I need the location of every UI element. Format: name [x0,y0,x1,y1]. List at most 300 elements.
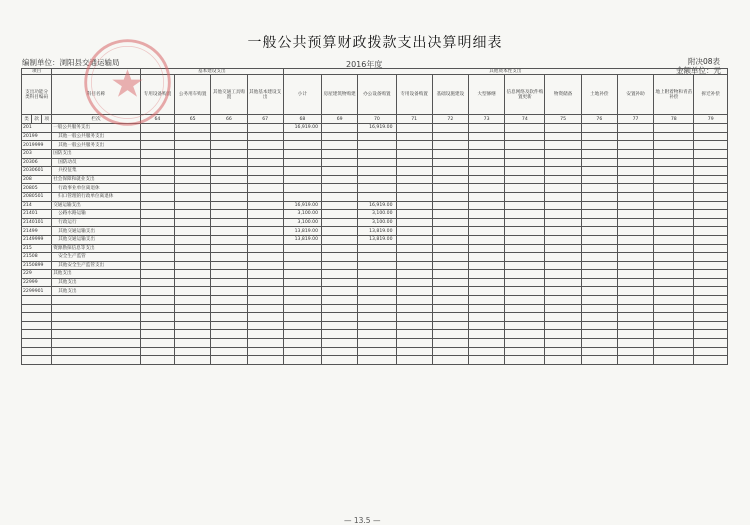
row-value [654,339,694,348]
row-value [358,347,396,356]
row-value [140,175,174,184]
header-number-row [22,115,728,124]
row-value [175,347,211,356]
row-value [654,270,694,279]
row-name: 其他安全生产监管支出 [52,261,141,270]
header-col-11: 信息网络及软件购置更新 [505,75,545,115]
row-value [211,296,247,305]
row-value [617,261,653,270]
row-value: 13,819.00 [283,227,321,236]
header-col-number: 65 [175,115,211,124]
row-value [322,210,358,219]
row-value [283,278,321,287]
row-value [175,149,211,158]
row-value [468,158,504,167]
row-value [140,124,174,133]
row-value [545,149,581,158]
row-value [654,330,694,339]
row-value [247,192,283,201]
row-value [617,339,653,348]
row-value [654,124,694,133]
row-value [545,296,581,305]
row-value [396,287,432,296]
row-value [283,184,321,193]
header-col-5: 小计 [283,75,321,115]
row-value [694,210,728,219]
row-value [617,270,653,279]
row-value [654,167,694,176]
row-value [358,244,396,253]
row-value [432,253,468,262]
header-col-number: 68 [283,115,321,124]
row-value [211,218,247,227]
row-value [140,167,174,176]
row-value [322,235,358,244]
row-value [211,278,247,287]
empty-row [22,313,728,322]
row-value [654,227,694,236]
row-value [283,330,321,339]
row-value [140,313,174,322]
expenditure-table [21,68,728,365]
row-value [322,201,358,210]
row-value [694,321,728,330]
row-value [505,158,545,167]
table-row [22,192,728,201]
row-value [468,167,504,176]
table-row [22,270,728,279]
row-value [505,253,545,262]
header-col-number: 70 [358,115,396,124]
row-value [358,278,396,287]
row-value [175,218,211,227]
row-value [505,192,545,201]
row-name: 其他支出 [52,270,141,279]
table-row [22,158,728,167]
row-value [175,192,211,201]
row-value [654,321,694,330]
row-value [581,210,617,219]
row-value [505,175,545,184]
row-value [247,158,283,167]
row-value [468,339,504,348]
row-value [322,321,358,330]
row-value [396,244,432,253]
row-value: 3,100.00 [358,218,396,227]
row-value [140,347,174,356]
row-value: 16,919.00 [358,124,396,133]
row-value [654,253,694,262]
row-value [545,304,581,313]
row-value [581,287,617,296]
row-value [432,218,468,227]
table-row [22,244,728,253]
row-value [140,141,174,150]
row-code [22,339,52,348]
row-value [545,167,581,176]
row-value [247,124,283,133]
row-value [52,347,141,356]
row-value [211,313,247,322]
header-col-number: 栏次 [52,115,141,124]
row-value [322,339,358,348]
row-value [52,296,141,305]
row-value [617,184,653,193]
row-value [432,210,468,219]
row-value [617,227,653,236]
header-col-number: 77 [617,115,653,124]
row-value [654,149,694,158]
row-value [283,192,321,201]
row-name: 其他支出 [52,278,141,287]
row-value [581,141,617,150]
row-value [247,175,283,184]
row-name: 社会保障和就业支出 [52,175,141,184]
header-code-col-2: 项 [42,115,52,124]
row-value [505,167,545,176]
row-value [432,339,468,348]
row-value [545,132,581,141]
row-value [617,167,653,176]
row-value [396,296,432,305]
header-col-13: 土地补偿 [581,75,617,115]
empty-row [22,339,728,348]
row-value [581,321,617,330]
row-value [358,184,396,193]
row-value [654,175,694,184]
row-value [396,339,432,348]
row-value [468,210,504,219]
header-col-number: 73 [468,115,504,124]
row-value [694,244,728,253]
row-value [322,184,358,193]
row-value [247,141,283,150]
table-row [22,287,728,296]
row-value [140,330,174,339]
row-value [396,192,432,201]
row-value [468,278,504,287]
row-value [322,124,358,133]
row-value [617,175,653,184]
row-value [505,218,545,227]
row-value [211,356,247,365]
table-row [22,201,728,210]
row-value [581,270,617,279]
header-col-number: 76 [581,115,617,124]
header-col-1: 专用设备购置 [140,75,174,115]
row-value [432,287,468,296]
row-name: 其他交通运输支出 [52,227,141,236]
table-row [22,124,728,133]
row-value [396,278,432,287]
row-value [175,278,211,287]
form-number: 附决08表 [688,57,721,66]
row-value [396,201,432,210]
row-value [322,253,358,262]
row-value [396,167,432,176]
row-value [432,244,468,253]
row-value [140,184,174,193]
row-value [175,141,211,150]
row-value [694,192,728,201]
row-value [396,356,432,365]
row-value [322,278,358,287]
row-code [22,321,52,330]
header-col-number: 64 [140,115,174,124]
row-value [211,287,247,296]
row-value [505,296,545,305]
row-value [211,167,247,176]
row-value [505,235,545,244]
row-value [175,227,211,236]
row-value [432,347,468,356]
row-value [581,244,617,253]
row-value [358,253,396,262]
row-code: 2080501 [22,192,52,201]
row-value: 16,919.00 [283,201,321,210]
row-value [358,296,396,305]
row-value [140,149,174,158]
row-value [432,313,468,322]
row-value [694,356,728,365]
header-col-number: 69 [322,115,358,124]
row-value [247,167,283,176]
row-value [505,330,545,339]
row-value [505,321,545,330]
row-value [617,124,653,133]
row-value [505,347,545,356]
row-value [505,304,545,313]
row-value [175,210,211,219]
table-body [22,124,728,365]
row-value [140,356,174,365]
row-value [617,296,653,305]
row-value [396,210,432,219]
row-value [140,244,174,253]
row-value [581,132,617,141]
row-name: 一般公共服务支出 [52,124,141,133]
row-value [505,132,545,141]
row-value [694,278,728,287]
row-value [175,270,211,279]
header-code-col-1: 款 [32,115,42,124]
row-value [247,321,283,330]
header-col-16: 拆迁补偿 [694,75,728,115]
row-value [654,184,694,193]
row-value [175,124,211,133]
row-value [505,210,545,219]
money-unit: 金额单位：元 [676,66,721,75]
row-value [322,296,358,305]
row-code: 203 [22,149,52,158]
row-code [22,304,52,313]
row-value [617,313,653,322]
row-value [322,356,358,365]
row-name: 其他一般公共服务支出 [52,141,141,150]
row-name: 行政事业单位离退休 [52,184,141,193]
row-value [358,330,396,339]
row-value [140,192,174,201]
row-code: 2149999 [22,235,52,244]
row-value [358,141,396,150]
row-value [468,227,504,236]
row-value [140,270,174,279]
row-code [22,296,52,305]
row-value [545,227,581,236]
row-value [545,313,581,322]
row-value [283,270,321,279]
row-value [211,304,247,313]
header-col-10: 大型修缮 [468,75,504,115]
row-value: 3,100.00 [283,210,321,219]
row-value [322,227,358,236]
row-code: 20199 [22,132,52,141]
row-value [140,253,174,262]
row-value [581,253,617,262]
header-col-14: 安置补助 [617,75,653,115]
row-value [396,270,432,279]
row-value [694,141,728,150]
table-row [22,149,728,158]
row-value [322,261,358,270]
row-value [283,141,321,150]
row-value [654,278,694,287]
row-value [581,235,617,244]
row-value: 3,100.00 [283,218,321,227]
row-value [140,339,174,348]
header-col-12: 物资储备 [545,75,581,115]
row-value [545,210,581,219]
row-value [654,296,694,305]
row-value [358,339,396,348]
row-value [211,175,247,184]
row-value [654,261,694,270]
row-value [140,201,174,210]
row-value [617,347,653,356]
row-value [505,278,545,287]
row-value [654,141,694,150]
row-value [545,270,581,279]
row-value [247,227,283,236]
row-value [545,201,581,210]
row-code [22,313,52,322]
row-value [247,132,283,141]
row-value [432,235,468,244]
row-value [322,347,358,356]
row-value: 16,919.00 [358,201,396,210]
row-value [396,227,432,236]
row-value [432,261,468,270]
header-code-cell: 项目 [22,69,52,75]
row-value [358,175,396,184]
row-value [283,347,321,356]
row-value [505,356,545,365]
header-group-other: 其他资本性支出 [283,69,727,75]
row-value [545,278,581,287]
row-value [396,218,432,227]
row-value [322,167,358,176]
row-value [654,244,694,253]
row-value [694,339,728,348]
row-value [211,149,247,158]
row-value [545,175,581,184]
header-col-number: 72 [432,115,468,124]
row-value [52,330,141,339]
row-value [617,304,653,313]
table-row [22,132,728,141]
row-value [247,210,283,219]
row-value [694,313,728,322]
row-value [140,210,174,219]
row-value [545,192,581,201]
row-value [283,339,321,348]
table-row [22,253,728,262]
reporting-unit: 编制单位：浏阳县交通运输局 [22,58,120,67]
row-value [175,261,211,270]
row-value [140,278,174,287]
row-value [211,330,247,339]
row-value [505,244,545,253]
header-col-number: 79 [694,115,728,124]
row-value [694,149,728,158]
row-value [283,313,321,322]
row-value [52,356,141,365]
row-value [396,141,432,150]
row-value [211,141,247,150]
row-value [140,261,174,270]
row-value [468,235,504,244]
row-value [322,244,358,253]
row-value [211,321,247,330]
row-code: 201 [22,124,52,133]
empty-row [22,356,728,365]
empty-row [22,347,728,356]
row-value [175,313,211,322]
row-value [396,132,432,141]
row-value [322,141,358,150]
row-value [654,304,694,313]
row-value [175,158,211,167]
row-value [694,158,728,167]
row-value [140,235,174,244]
row-value [581,261,617,270]
row-value [140,218,174,227]
header-col-6: 房屋建筑物购建 [322,75,358,115]
row-code: 215 [22,244,52,253]
row-value [545,141,581,150]
row-code: 2019999 [22,141,52,150]
row-value [396,330,432,339]
header-col-8: 专用设备购置 [396,75,432,115]
row-name: 其他一般公共服务支出 [52,132,141,141]
row-value [432,321,468,330]
row-value [581,175,617,184]
row-value [617,218,653,227]
row-name: 交通运输支出 [52,201,141,210]
row-value [140,304,174,313]
row-value [175,287,211,296]
row-value: 16,919.00 [283,124,321,133]
row-value [247,218,283,227]
row-value [468,313,504,322]
row-value [211,244,247,253]
row-value [617,192,653,201]
row-value [654,201,694,210]
row-value [581,124,617,133]
row-value [396,261,432,270]
row-code: 20306 [22,158,52,167]
row-value [654,313,694,322]
